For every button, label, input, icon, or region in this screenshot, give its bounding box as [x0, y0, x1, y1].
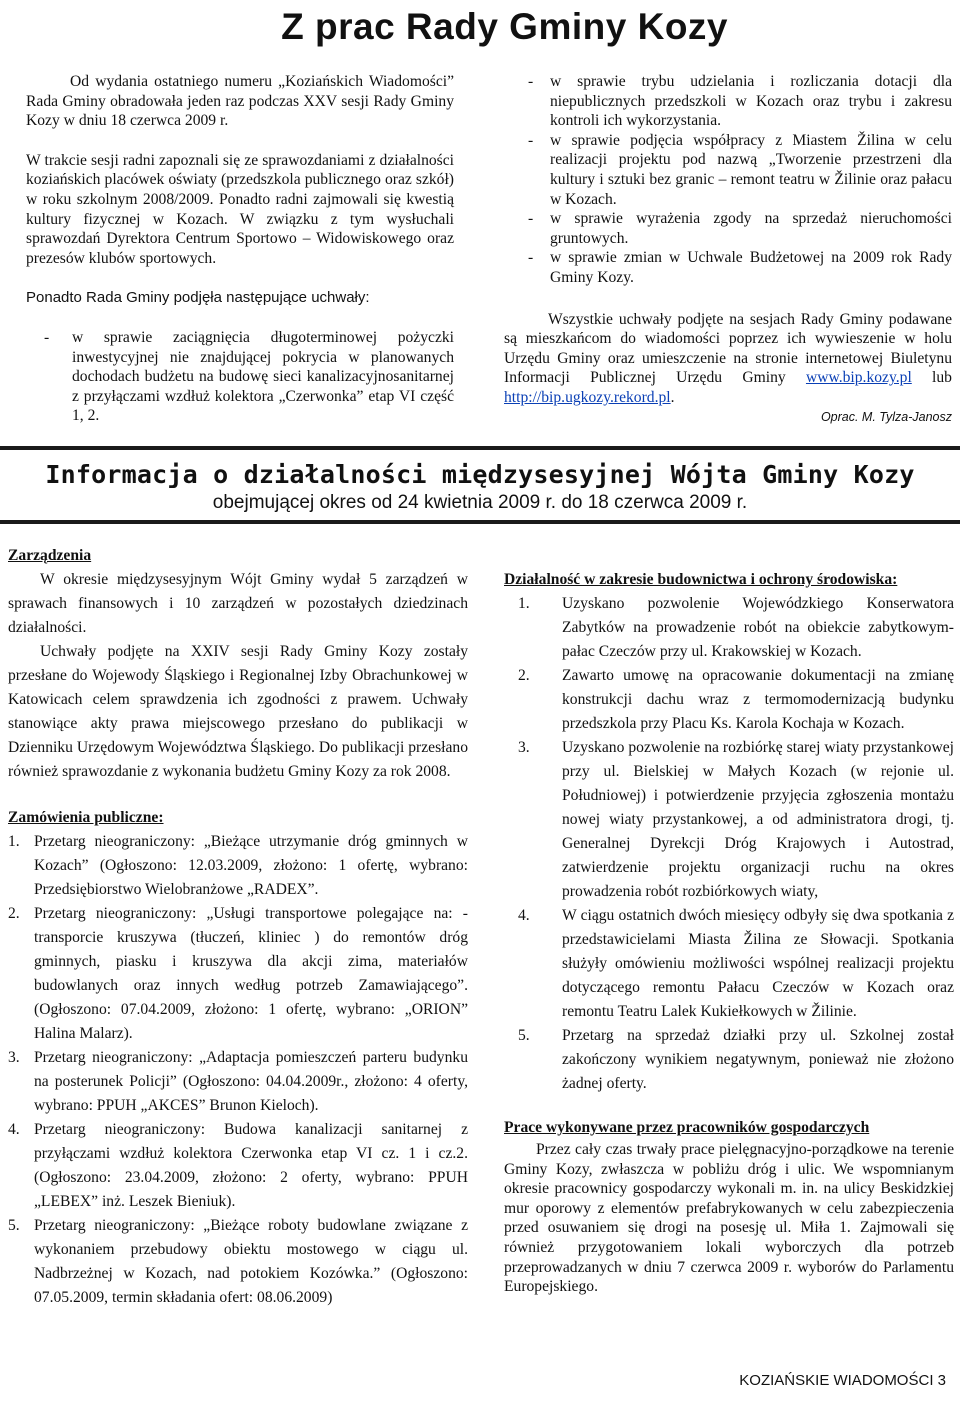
section-subtitle: obejmującej okres od 24 kwietnia 2009 r. do 18 czerwca 2009 r. — [212, 492, 748, 513]
section-title: Informacja o działalności międzysesyjnej Wójta Gminy Kozy — [45, 460, 915, 489]
procurement-item: 3. Przetarg nieograniczony: „Adaptacja pomieszczeń parteru budynku na posterunek Policji” (Ogłoszono: 04.04.2009r., złożono: 4 oferty, wybrano: PPUH „AKCES” Brunon Kieloch). — [8, 1049, 468, 1114]
procurement-heading: Zamówienia publiczne: — [8, 809, 164, 826]
construction-heading: Działalność w zakresie budownictwa i ochrony środowiska: — [504, 571, 898, 588]
resolutions-paragraph: Uchwały podjęte na XXIV sesji Rady Gminy Kozy zostały przesłane do Wojewody Śląskiego i Regionalnej Izby Obrachunkowej w Katowicach celem sprawdzenia ich zgodności z prawem. Uchwały stanowiące akty prawa miejscowego przesłano do publikacji w Dzienniku Urzędowym Województwa Śląskiego. Do publikacji przesłano również sprawozdanie z wykonania budżetu Gminy Kozy za rok 2008. — [8, 643, 468, 780]
maintenance-heading: Prace wykonywane przez pracowników gospodarczych — [504, 1119, 870, 1136]
construction-item: 5. Przetarg na sprzedaż działki przy ul. Szkolnej został zakończony wynikiem negatywnym, ponieważ nie złożono żadnej oferty. — [518, 1027, 954, 1092]
page-footer: KOZIAŃSKIE WIADOMOŚCI 3 — [739, 1372, 946, 1389]
procurement-item: 4. Przetarg nieograniczony: Budowa kanalizacji sanitarnej z przyłączami wzdłuż kolektora Czerwonka etap VI cz. 1 i cz.2. (Ogłoszono: 23.04.2009, złożono: 2 oferty, wybrano: PPUH „LEBEX” inż. Leszek Bieniuk). — [8, 1121, 468, 1210]
procurement-item: 2. Przetarg nieograniczony: „Usługi transportowe polegające na: - transporcie kruszywa (tłuczeń, kliniec ) do remontów dróg gminnych, piasku i kruszywa dla akcji zima, materiałów budowlanych oraz innych według potrzeb Zamawiającego”. (Ogłoszono: 07.04.2009, złożono: 1 ofertę, wybrano: „ORION” Halina Malarz). — [8, 905, 468, 1042]
activity-right-column — [504, 568, 954, 1297]
council-report-right-column — [504, 72, 952, 427]
council-report-left-column — [26, 72, 454, 426]
procurement-item: 1. Przetarg nieograniczony: „Bieżące utrzymanie dróg gminnych w Kozach” (Ogłoszono: 12.03.2009, złożono: 1 ofertę, wybrano: Przedsiębiorstwo Wielobranżowe „RADEX”. — [8, 833, 468, 898]
section-divider-bottom — [0, 520, 960, 524]
bip-link[interactable]: www.bip.kozy.pl — [805, 369, 912, 387]
construction-item: 2. Zawarto umowę na opracowanie dokumentacji na zmianę konstrukcji dachu wraz z termomodernizacją budynku przedszkola przy Placu Ks. Karola Kochaja w Kozach. — [518, 667, 954, 732]
resolution-item: - w sprawie podjęcia współpracy z Miastem Žilina w celu realizacji projektu pod nazwą „Tworzenie przestrzeni dla kultury i sztuki bez granic – remont teatru w Žilinie oraz pałacu w Kozach. — [528, 131, 952, 208]
resolution-item: - w sprawie zaciągnięcia długoterminowej pożyczki inwestycyjnej nie znajdującej pokrycia w planowanych dochodach budżetu na budowę sieci kanalizacyjnosanitarnej z przyłączami wzdłuż kolektora „Czerwonka” etap VI część 1, 2. — [44, 328, 454, 425]
resolution-item: - w sprawie zmian w Uchwale Budżetowej na 2009 rok Rady Gminy Kozy. — [528, 249, 952, 286]
intro-paragraph: Od wydania ostatniego numeru „Koziańskich Wiadomości” Rada Gminy obradowała jeden raz podczas XXV sesji Rady Gminy Kozy w dniu 18 czerwca 2009 r. — [26, 73, 454, 130]
author-credit: Oprac. M. Tylza-Janosz — [820, 409, 952, 424]
ordinances-heading: Zarządzenia — [8, 547, 92, 564]
session-paragraph: W trakcie sesji radni zapoznali się ze sprawozdaniami z działalności koziańskich placówek oświaty (przedszkola publicznego oraz szkół) w roku szkolnym 2008/2009. Ponadto radni zajmowali się kwestią kultury fizycznej w Kozach. W związku z tym wysłuchali sprawozdań Dyrektora Centrum Sportowo – Widowiskowego oraz prezesów klubów sportowych. — [26, 151, 454, 267]
bip-ugkozy-link[interactable]: http://bip.ugkozy.rekord.pl — [504, 388, 671, 406]
construction-item: 1. Uzyskano pozwolenie Wojewódzkiego Konserwatora Zabytków na prowadzenie robót na obiekcie zabytkowym- pałac Czeczów przy ul. Krakowskiej w Kozach. — [518, 595, 954, 660]
resolution-item: - w sprawie trybu udzielania i rozliczania dotacji dla niepublicznych przedszkoli w Kozach oraz trybu i zakresu kontroli ich wykorzystania. — [528, 73, 952, 130]
ordinances-paragraph: W okresie międzysesyjnym Wójt Gminy wydał 5 zarządzeń w sprawach finansowych i 10 zarządzeń w pozostałych dziedzinach działalności. — [8, 571, 468, 636]
page-title: Z prac Rady Gminy Kozy — [281, 6, 728, 47]
resolutions-intro: Ponadto Rada Gminy podjęła następujące uchwały: — [26, 289, 370, 307]
resolution-item: - w sprawie wyrażenia zgody na sprzedaż nieruchomości gruntowych. — [528, 210, 952, 247]
maintenance-paragraph: Przez cały czas trwały prace pielęgnacyjno-porządkowe na terenie Gminy Kozy, zwłaszcza w pobliżu dróg i ulic. We wspomnianym okresie pracownicy gospodarczy wykonali m. in. na ulicy Beskidzkiej mur oporowy z elementów prefabrykowanych w celu zabezpieczenia przed osuwaniem się drogi na posesję ul. Miła 1. Zajmowali się również przygotowaniem lokali wyborczych dla potrzeb przeprowadzanych w dniu 7 czerwca 2009 r. wyborów do Parlamentu Europejskiego. — [504, 1141, 954, 1296]
procurement-item: 5. Przetarg nieograniczony: „Bieżące roboty budowlane związane z wykonaniem przebudowy obiektu mostowego w ciągu ul. Nadbrzeżnej w Kozach, nad potokiem Kozówka.” (Ogłoszono: 07.05.2009, termin składania ofert: 08.06.2009) — [8, 1217, 468, 1306]
construction-item: 3. Uzyskano pozwolenie na rozbiórkę starej wiaty przystankowej przy ul. Bielskiej w Małych Kozach (w rejonie ul. Południowej) i potwierdzenie przyjęcia zgłoszenia montażu nowej wiaty przystankowej, a od administratora drogi, tj. Generalnej Dyrekcji Dróg Krajowych i Autostrad, zatwierdzenie projektu organizacji ruchu na okres prowadzenia robót rozbiórkowych wiaty, — [518, 739, 954, 900]
construction-item: 4. W ciągu ostatnich dwóch miesięcy odbyły się dwa spotkania z przedstawicielami Miasta Žilina ze Słowacji. Spotkania służyły omówieniu możliwości wspólnej realizacji projektu dotyczącego remontu Pałacu Czeczów w Kozach oraz remontu Teatru Lalek Kukiełkowych w Žilinie. — [518, 907, 954, 1020]
closing-paragraph: Wszystkie uchwały podjęte na sesjach Rady Gminy podawane są mieszkańcom do wiadomości poprzez ich wywieszenie w holu Urzędu Gminy oraz umieszczenie na stronie internetowej Biuletynu Informacji Publicznej Urzędu Gminy www.bip.kozy.pl lub http://bip.ugkozy.rekord.pl. — [504, 310, 952, 406]
activity-left-column — [8, 544, 468, 1310]
section-divider-top — [0, 446, 960, 450]
